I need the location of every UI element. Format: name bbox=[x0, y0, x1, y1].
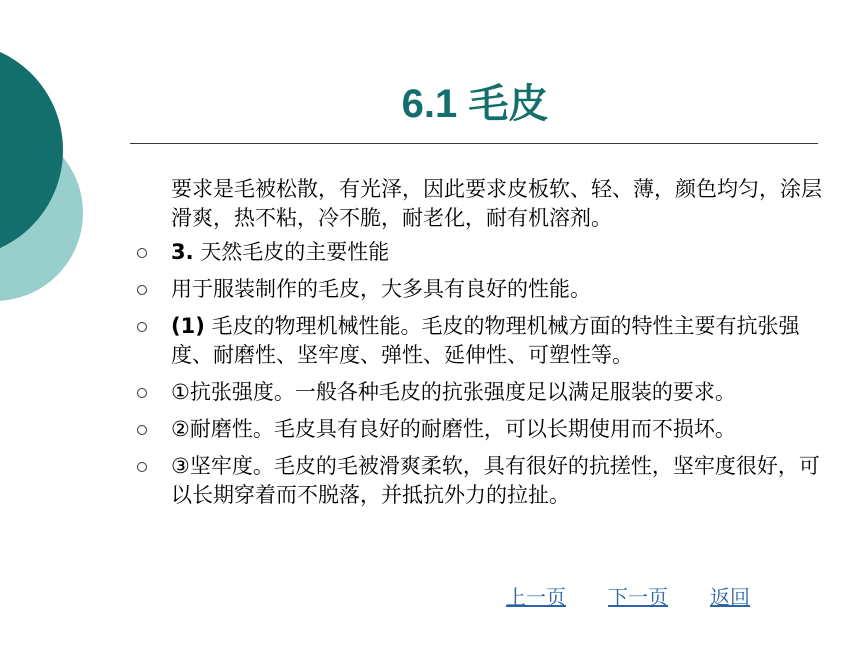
list-item bbox=[137, 312, 827, 370]
next-page-link[interactable]: 下一页 bbox=[608, 585, 668, 609]
item-text: 要求是毛被松散，有光泽，因此要求皮板软、轻、薄，颜色均匀，涂层滑爽，热不粘，冷不脆，耐老化，耐有机溶剂。 bbox=[171, 177, 822, 230]
list-item bbox=[137, 415, 827, 444]
item-text: 毛皮的物理机械性能。毛皮的物理机械方面的特性主要有抗张强度、耐磨性、坚牢度、弹性、延伸性、可塑性等。 bbox=[171, 314, 800, 367]
title-divider bbox=[130, 143, 818, 144]
item-number: 3. bbox=[171, 240, 194, 264]
bullet-icon bbox=[137, 388, 147, 398]
list-item-continuation bbox=[137, 175, 827, 233]
bullet-icon bbox=[137, 248, 147, 258]
prev-page-link[interactable]: 上一页 bbox=[506, 585, 566, 609]
item-text: ②耐磨性。毛皮具有良好的耐磨性，可以长期使用而不损坏。 bbox=[171, 417, 736, 441]
list-item bbox=[137, 452, 827, 510]
item-text: ③坚牢度。毛皮的毛被滑爽柔软，具有很好的抗搓性，坚牢度很好，可以长期穿着而不脱落，并抵抗外力的拉扯。 bbox=[171, 454, 820, 507]
bullet-icon bbox=[137, 285, 147, 295]
item-number: (1) bbox=[171, 314, 205, 338]
list-item bbox=[137, 238, 827, 267]
bullet-icon bbox=[137, 425, 147, 435]
decorative-circles bbox=[0, 0, 130, 645]
content-list bbox=[137, 175, 827, 518]
slide-title: 6.1 毛皮 bbox=[401, 82, 549, 126]
bullet-icon bbox=[137, 322, 147, 332]
list-item bbox=[137, 378, 827, 407]
bullet-icon bbox=[137, 462, 147, 472]
item-text: 天然毛皮的主要性能 bbox=[200, 240, 390, 264]
item-text: ①抗张强度。一般各种毛皮的抗张强度足以满足服装的要求。 bbox=[171, 380, 736, 404]
back-link[interactable]: 返回 bbox=[710, 585, 750, 609]
list-item bbox=[137, 275, 827, 304]
item-text: 用于服装制作的毛皮，大多具有良好的性能。 bbox=[171, 277, 591, 301]
